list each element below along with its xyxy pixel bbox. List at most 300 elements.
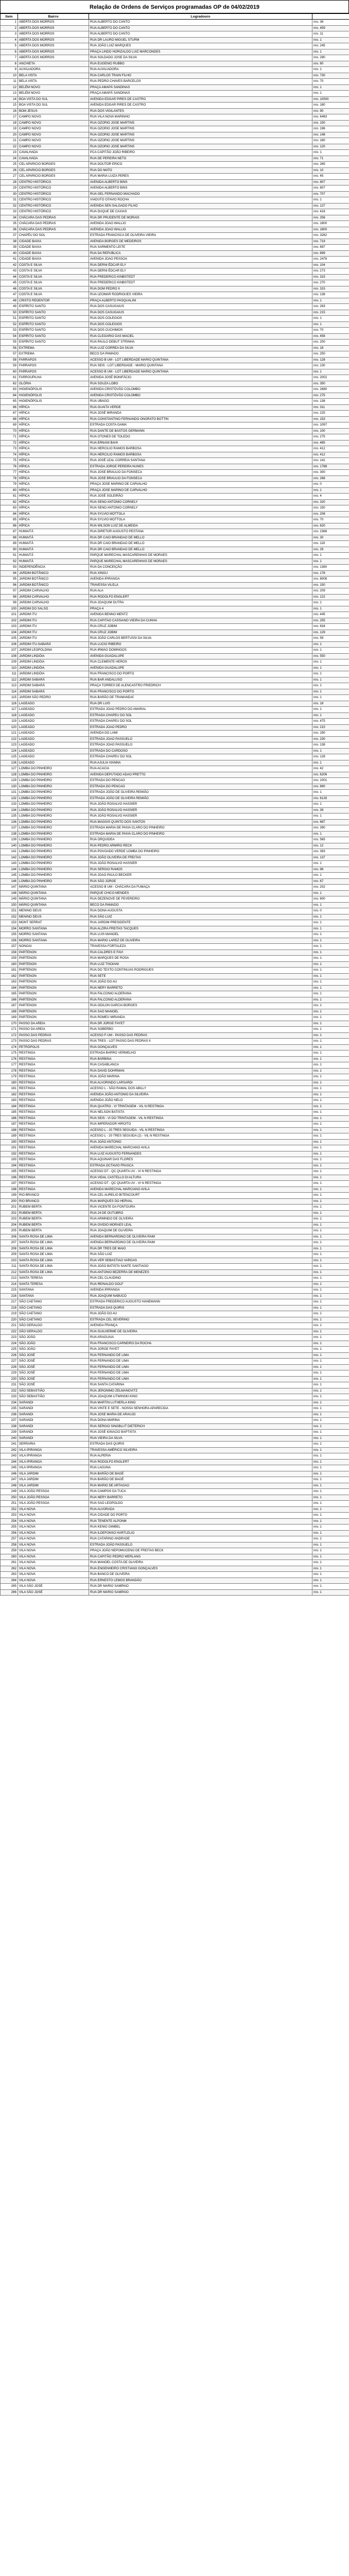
numero-cell: nro. 1 xyxy=(312,1115,349,1122)
numero-cell: nro. 697 xyxy=(312,245,349,251)
bairro-cell: VILA NOVA xyxy=(18,1513,89,1519)
numero-cell: nro. 1 xyxy=(312,902,349,908)
numero-cell: nro. 70 xyxy=(312,328,349,334)
numero-cell: nro. 196 xyxy=(312,126,349,132)
item-cell: 66 xyxy=(1,404,18,411)
bairro-cell: COSTA E SILVA xyxy=(18,280,89,286)
bairro-cell: HÍPICA xyxy=(18,404,89,411)
logradouro-cell: ESTRADA BARRO VERMELHO xyxy=(89,1050,312,1057)
item-cell: 160 xyxy=(1,961,18,968)
item-cell: 18 xyxy=(1,120,18,126)
logradouro-cell: PARQUE CHICO MENDES xyxy=(89,890,312,896)
bairro-cell: LOMBA DO PINHEIRO xyxy=(18,855,89,861)
item-cell: 197 xyxy=(1,1181,18,1187)
item-cell: 76 xyxy=(1,464,18,470)
item-cell: 51 xyxy=(1,316,18,322)
table-row xyxy=(1,914,349,920)
table-row xyxy=(1,778,349,784)
table-row xyxy=(1,1015,349,1021)
table-row xyxy=(1,653,349,659)
bairro-cell: RESTINGA xyxy=(18,1175,89,1181)
bairro-cell: ESPÍRITO SANTO xyxy=(18,340,89,346)
bairro-cell: LOMBA DO PINHEIRO xyxy=(18,861,89,867)
numero-cell: nro. 412 xyxy=(312,452,349,458)
item-cell: 217 xyxy=(1,1299,18,1306)
item-cell: 191 xyxy=(1,1145,18,1151)
bairro-cell: VILA NOVA xyxy=(18,1566,89,1572)
bairro-cell: JARDIM SÃO PEDRO xyxy=(18,695,89,701)
table-row xyxy=(1,1382,349,1388)
logradouro-cell: RUA DE PEREIRA NETO xyxy=(89,156,312,162)
logradouro-cell: RUA SANTA CATARINA xyxy=(89,1382,312,1388)
table-row xyxy=(1,505,349,512)
logradouro-cell: RUA DOS CASUGAIUS xyxy=(89,310,312,316)
table-row xyxy=(1,209,349,215)
logradouro-cell: RUA BANCO DE OLIVEIRA xyxy=(89,1572,312,1578)
bairro-cell: LAGEADO xyxy=(18,713,89,719)
table-row xyxy=(1,1524,349,1531)
table-row xyxy=(1,1530,349,1536)
logradouro-cell: AVENIDA BERNARDINO DE OLIVEIRA PAIM xyxy=(89,1234,312,1240)
item-cell: 247 xyxy=(1,1477,18,1483)
table-row xyxy=(1,446,349,452)
table-row xyxy=(1,310,349,316)
numero-cell: nro. 1 xyxy=(312,1163,349,1169)
numero-cell: nro. 1 xyxy=(312,1495,349,1501)
item-cell: 39 xyxy=(1,245,18,251)
bairro-cell: LAGEADO xyxy=(18,731,89,737)
item-cell: 27 xyxy=(1,174,18,180)
table-row xyxy=(1,1400,349,1406)
table-row xyxy=(1,150,349,156)
item-cell: 211 xyxy=(1,1264,18,1270)
logradouro-cell: RUA ODILON GARCIA BORGES xyxy=(89,1003,312,1009)
table-row xyxy=(1,1317,349,1323)
bairro-cell: BOM JESUS xyxy=(18,108,89,114)
logradouro-cell: RUA KENIO GIMBEL xyxy=(89,1524,312,1531)
logradouro-cell: AVENIDA JOAO PESSOA xyxy=(89,257,312,263)
item-cell: 196 xyxy=(1,1175,18,1181)
bairro-cell: RESTINGA xyxy=(18,1169,89,1175)
item-cell: 102 xyxy=(1,618,18,624)
logradouro-cell: RUA JOÃO DO AU xyxy=(89,1311,312,1317)
logradouro-cell: RUA DR CAIO BRANDAO DE MELLO xyxy=(89,547,312,553)
bairro-cell: SÃO JOÃO xyxy=(18,1341,89,1347)
table-row xyxy=(1,1311,349,1317)
numero-cell: nro. 290 xyxy=(312,55,349,61)
logradouro-cell: RUA DR CAIO BRANDAO DE MELLO xyxy=(89,535,312,541)
item-cell: 99 xyxy=(1,600,18,606)
logradouro-cell: AVENIDA JOÃO NELO xyxy=(89,1098,312,1104)
table-header-row xyxy=(1,14,349,20)
logradouro-cell: RUA CAMPOS DA TUCA xyxy=(89,1489,312,1495)
item-cell: 29 xyxy=(1,185,18,192)
item-cell: 186 xyxy=(1,1115,18,1122)
bairro-cell: MORRO SANTANA xyxy=(18,938,89,944)
bairro-cell: RUBEM BERTA xyxy=(18,1228,89,1234)
bairro-cell: PARTENON xyxy=(18,1009,89,1015)
table-row xyxy=(1,890,349,896)
logradouro-cell: RUA SAO MANOEL xyxy=(89,1009,312,1015)
table-row xyxy=(1,1578,349,1584)
logradouro-cell: RUA HERCILIO RAMOS BARBOSA xyxy=(89,446,312,452)
logradouro-cell: RUA AUXILIADORA xyxy=(89,67,312,73)
logradouro-cell: PARQUE MARECHAL MASCARENHAS DE MORAES xyxy=(89,558,312,565)
bairro-cell: CHÁCARA DAS PEDRAS xyxy=(18,215,89,221)
item-cell: 133 xyxy=(1,802,18,808)
numero-cell: nro. 1 xyxy=(312,197,349,204)
item-cell: 37 xyxy=(1,233,18,239)
numero-cell: nro. 393 xyxy=(312,849,349,855)
item-cell: 130 xyxy=(1,784,18,790)
numero-cell: nro. 1 xyxy=(312,1293,349,1299)
item-cell: 53 xyxy=(1,328,18,334)
item-cell: 83 xyxy=(1,505,18,512)
table-row xyxy=(1,375,349,381)
logradouro-cell: RUA LUIZ TISOIANI xyxy=(89,961,312,968)
table-row xyxy=(1,991,349,997)
item-cell: 208 xyxy=(1,1246,18,1252)
item-cell: 36 xyxy=(1,227,18,233)
table-row xyxy=(1,434,349,440)
table-row xyxy=(1,67,349,73)
table-row xyxy=(1,351,349,358)
item-cell: 216 xyxy=(1,1293,18,1299)
item-cell: 190 xyxy=(1,1139,18,1145)
logradouro-cell: ACESSO L - SÃO RAMAL DOS ABILLY xyxy=(89,1086,312,1092)
table-row xyxy=(1,464,349,470)
item-cell: 24 xyxy=(1,156,18,162)
logradouro-cell: RUA JOÃO CARLOS BERTUSSI DA SILVA xyxy=(89,636,312,642)
logradouro-cell: RUA DEZENOVE DE FEVEREIRO xyxy=(89,896,312,903)
numero-cell: nro. 1 xyxy=(312,683,349,689)
bairro-cell: CENTRO HISTÓRICO xyxy=(18,203,89,209)
table-row xyxy=(1,108,349,114)
item-cell: 157 xyxy=(1,944,18,950)
item-cell: 139 xyxy=(1,837,18,843)
logradouro-cell: RUA ORQUIDEA xyxy=(89,837,312,843)
table-row xyxy=(1,1465,349,1471)
numero-cell: nro. 445 xyxy=(312,612,349,618)
logradouro-cell: RUA PAULO DEBUT STRINHA xyxy=(89,340,312,346)
logradouro-cell: RUA JOÃO ROSALVO HASSIER xyxy=(89,861,312,867)
logradouro-cell: RUA UBAGO xyxy=(89,399,312,405)
logradouro-cell: RUA HERCILIO RAMOS BARBOSA xyxy=(89,452,312,458)
table-row xyxy=(1,677,349,683)
logradouro-cell: RUA CRUZ JOBIM xyxy=(89,630,312,636)
logradouro-cell: ESTRADA DO CARDOSO xyxy=(89,748,312,754)
bairro-cell: RESTINGA xyxy=(18,1110,89,1116)
bairro-cell: SÃO JOÃO xyxy=(18,1335,89,1341)
bairro-cell: SÃO CAETANO xyxy=(18,1311,89,1317)
bairro-cell: SARANDI xyxy=(18,1406,89,1412)
table-row xyxy=(1,1080,349,1086)
numero-cell: nro. 1 xyxy=(312,67,349,73)
logradouro-cell: RUA CRUZ JOBIM xyxy=(89,624,312,630)
bairro-cell: HÍPICA xyxy=(18,476,89,482)
item-cell: 68 xyxy=(1,416,18,422)
logradouro-cell: ACESSO B UM - LOT LIBERDADE MARIO QUINTANA xyxy=(89,369,312,375)
bairro-cell: RESTINGA xyxy=(18,1062,89,1069)
bairro-cell: SÃO CAETANO xyxy=(18,1299,89,1306)
table-row xyxy=(1,215,349,221)
bairro-cell: HUMAITÁ xyxy=(18,553,89,559)
table-row xyxy=(1,1412,349,1418)
logradouro-cell: ESTRADA DO PENCAO xyxy=(89,778,312,784)
logradouro-cell: RUA DR MARIO SAMPAIO xyxy=(89,1584,312,1590)
bairro-cell: LAGEADO xyxy=(18,701,89,707)
logradouro-cell: PRAÇA AMAPÁ SANDINAS xyxy=(89,84,312,91)
bairro-cell: PARTENON xyxy=(18,1003,89,1009)
bairro-cell: PASSO DAS PEDRAS xyxy=(18,1039,89,1045)
logradouro-cell: PRAÇA TORRES DE ALENCASTRO FRIEDRICH xyxy=(89,683,312,689)
table-row xyxy=(1,659,349,666)
table-row xyxy=(1,565,349,571)
logradouro-cell: RUA BARÃO DE BAGÉ xyxy=(89,1477,312,1483)
numero-cell: nro. 1 xyxy=(312,932,349,938)
item-cell: 207 xyxy=(1,1240,18,1246)
logradouro-cell: AVENIDA EDGAR PIRES DE CASTRO xyxy=(89,103,312,109)
item-cell: 41 xyxy=(1,257,18,263)
logradouro-cell: ESTRADA JOAO PASSUELO xyxy=(89,736,312,742)
logradouro-cell: RUA DOS COLEGIOS xyxy=(89,321,312,328)
table-row xyxy=(1,1110,349,1116)
logradouro-cell: ESTRADA DAS QUIRIS xyxy=(89,1305,312,1311)
item-cell: 232 xyxy=(1,1388,18,1394)
numero-cell: nro. 122 xyxy=(312,594,349,600)
bairro-cell: MÁRIO QUINTANA xyxy=(18,896,89,903)
table-row xyxy=(1,1163,349,1169)
item-cell: 165 xyxy=(1,991,18,997)
numero-cell: nro. 10 xyxy=(312,167,349,174)
numero-cell: nro. 1 xyxy=(312,689,349,695)
logradouro-cell: RUA PEDRO CHAVES BARCELOS xyxy=(89,79,312,85)
numero-cell: nro. 550 xyxy=(312,653,349,659)
bairro-cell: JARDIM LEOPOLDINA xyxy=(18,648,89,654)
item-cell: 59 xyxy=(1,363,18,369)
item-cell: 44 xyxy=(1,274,18,280)
numero-cell: nro. 1 xyxy=(312,1471,349,1477)
item-cell: 159 xyxy=(1,956,18,962)
item-cell: 129 xyxy=(1,778,18,784)
bairro-cell: HÍPICA xyxy=(18,505,89,512)
logradouro-cell: RUA JOAQUIM LITWINSKI KING xyxy=(89,1394,312,1400)
numero-cell: nro. 273 xyxy=(312,268,349,275)
numero-cell: nro. 11 xyxy=(312,31,349,38)
table-row xyxy=(1,1181,349,1187)
item-cell: 244 xyxy=(1,1459,18,1465)
logradouro-cell: AVENIDA ALBERTO BINS xyxy=(89,179,312,185)
item-cell: 266 xyxy=(1,1589,18,1596)
bairro-cell: HÍPICA xyxy=(18,422,89,429)
header-bairro: Bairro xyxy=(18,14,89,20)
table-row xyxy=(1,404,349,411)
numero-cell: nro. 120 xyxy=(312,144,349,150)
logradouro-cell: PARQUE MARECHAL MASCARENHAS DE MORAES xyxy=(89,553,312,559)
numero-cell: nro. 1 xyxy=(312,914,349,920)
numero-cell: nro. 137 xyxy=(312,855,349,861)
logradouro-cell: RUA SÃO JORGE xyxy=(89,878,312,885)
numero-cell: nro. 130 xyxy=(312,363,349,369)
item-cell: 225 xyxy=(1,1347,18,1353)
logradouro-cell: RUA JOÃO ROSALVO HASSIER xyxy=(89,802,312,808)
table-body xyxy=(1,20,349,1596)
item-cell: 105 xyxy=(1,636,18,642)
numero-cell: nro. 1 xyxy=(312,321,349,328)
item-cell: 74 xyxy=(1,452,18,458)
bairro-cell: HÍPICA xyxy=(18,458,89,464)
item-cell: 73 xyxy=(1,446,18,452)
numero-cell: nro. 1 xyxy=(312,1352,349,1359)
numero-cell: nro. 1 xyxy=(312,1092,349,1098)
bairro-cell: GLÓRIA xyxy=(18,381,89,387)
bairro-cell: VILA NOVA xyxy=(18,1560,89,1566)
logradouro-cell: AVENIDA SEN SALGADO FILHO xyxy=(89,203,312,209)
bairro-cell: LAGEADO xyxy=(18,736,89,742)
table-row xyxy=(1,701,349,707)
logradouro-cell: RUA JOSÉ MIRANDA xyxy=(89,411,312,417)
table-row xyxy=(1,333,349,340)
table-row xyxy=(1,878,349,885)
table-row xyxy=(1,91,349,97)
bairro-cell: SARANDI xyxy=(18,1435,89,1442)
logradouro-cell: RUA ENGENHEIRO CRISTIANO GONÇALVES xyxy=(89,1566,312,1572)
numero-cell: nro. 600 xyxy=(312,896,349,903)
item-cell: 28 xyxy=(1,179,18,185)
item-cell: 122 xyxy=(1,736,18,742)
bairro-cell: RESTINGA xyxy=(18,1181,89,1187)
logradouro-cell: RUA ARAGUAIA xyxy=(89,1335,312,1341)
table-row xyxy=(1,754,349,760)
numero-cell: nro. 1 xyxy=(312,1258,349,1264)
table-row xyxy=(1,570,349,577)
numero-cell: nro. 1 xyxy=(312,1418,349,1424)
item-cell: 204 xyxy=(1,1222,18,1228)
logradouro-cell: PRAÇA ALBERTO PASQUALINI xyxy=(89,298,312,304)
bairro-cell: SÃO JOSÉ xyxy=(18,1370,89,1377)
logradouro-cell: AVENIDA CRISTÓVÃO COLOMBO xyxy=(89,393,312,399)
table-row xyxy=(1,795,349,802)
bairro-cell: VILA IPIRANGA xyxy=(18,1465,89,1471)
numero-cell: nro. 1 xyxy=(312,1193,349,1199)
logradouro-cell: RUA SÃO LUIZ xyxy=(89,914,312,920)
logradouro-cell: RUA DIRETOR AUGUSTO PESTANA xyxy=(89,529,312,535)
numero-cell: nro. 1 xyxy=(312,1080,349,1086)
item-cell: 248 xyxy=(1,1483,18,1489)
table-row xyxy=(1,1252,349,1258)
bairro-cell: LOMBA DO PINHEIRO xyxy=(18,802,89,808)
bairro-cell: LAGEADO xyxy=(18,719,89,725)
item-cell: 32 xyxy=(1,203,18,209)
item-cell: 142 xyxy=(1,855,18,861)
numero-cell: nro. 150 xyxy=(312,505,349,512)
item-cell: 21 xyxy=(1,138,18,144)
numero-cell: nro. 1 xyxy=(312,1560,349,1566)
logradouro-cell: RUA JOSÉ SOLEIRÃO xyxy=(89,494,312,500)
bairro-cell: VILA SÃO JOSÉ xyxy=(18,1584,89,1590)
table-row xyxy=(1,268,349,275)
table-row xyxy=(1,1228,349,1234)
numero-cell: nro. 1 xyxy=(312,790,349,796)
logradouro-cell: RUA MARQUES DO HERVAL xyxy=(89,1198,312,1205)
numero-cell: nro. 6483 xyxy=(312,114,349,121)
bairro-cell: LOMBA DO PINHEIRO xyxy=(18,819,89,825)
logradouro-cell: RUA FERNANDO DE LIMA xyxy=(89,1376,312,1382)
item-cell: 194 xyxy=(1,1163,18,1169)
bairro-cell: RESTINGA xyxy=(18,1068,89,1074)
table-row xyxy=(1,20,349,26)
item-cell: 183 xyxy=(1,1098,18,1104)
table-row xyxy=(1,671,349,677)
bairro-cell: CIDADE BAIXA xyxy=(18,250,89,257)
item-cell: 169 xyxy=(1,1015,18,1021)
numero-cell: nro. 807 xyxy=(312,185,349,192)
numero-cell: nro. 1 xyxy=(312,1376,349,1382)
item-cell: 261 xyxy=(1,1560,18,1566)
logradouro-cell: ESTRADA JOÃO DE OLIVEIRA REMIÃO xyxy=(89,790,312,796)
logradouro-cell: AVENIDA JOÃO ANTONIO DA SILVEIRA xyxy=(89,1092,312,1098)
numero-cell: nro. 1 xyxy=(312,1104,349,1110)
numero-cell: nro. 4 xyxy=(312,494,349,500)
numero-cell: nro. 620 xyxy=(312,523,349,529)
table-row xyxy=(1,618,349,624)
numero-cell: nro. 2368 xyxy=(312,529,349,535)
logradouro-cell: PCA CAPITÃO JOÃO RIBEIRO xyxy=(89,150,312,156)
numero-cell: nro. 180 xyxy=(312,103,349,109)
numero-cell: nro. 1 xyxy=(312,1435,349,1442)
logradouro-cell: PRAÇA JOÃO NEPOMUCENO DE FREITAS BECK xyxy=(89,1548,312,1554)
bairro-cell: SÃO CAETANO xyxy=(18,1317,89,1323)
numero-cell: nro. 36 xyxy=(312,20,349,26)
bairro-cell: SÃO JOSÉ xyxy=(18,1359,89,1365)
table-row xyxy=(1,1246,349,1252)
table-row xyxy=(1,399,349,405)
bairro-cell: LOMBA DO PINHEIRO xyxy=(18,795,89,802)
table-row xyxy=(1,600,349,606)
numero-cell: nro. 1788 xyxy=(312,464,349,470)
logradouro-cell: RUA VIEIRA DA SILVA xyxy=(89,1435,312,1442)
table-row xyxy=(1,1032,349,1039)
logradouro-cell: RUA JOSE BRAULIO DA FONSECA xyxy=(89,470,312,476)
table-row xyxy=(1,61,349,67)
numero-cell: nro. 475 xyxy=(312,719,349,725)
numero-cell: nro. 3262 xyxy=(312,233,349,239)
logradouro-cell: RUA ALBERTO DO CANTO xyxy=(89,31,312,38)
logradouro-cell: RUA LUIZ CORREA DA SILVA xyxy=(89,345,312,351)
item-cell: 78 xyxy=(1,476,18,482)
numero-cell: nro. 1 xyxy=(312,1347,349,1353)
logradouro-cell: RUA RODOLFO ENGLERT xyxy=(89,1459,312,1465)
numero-cell: nro. 1 xyxy=(312,707,349,713)
bairro-cell: SÃO JOÃO xyxy=(18,1347,89,1353)
table-row xyxy=(1,79,349,85)
table-row xyxy=(1,411,349,417)
logradouro-cell: RUA OZORIO JOSE MARTINS xyxy=(89,120,312,126)
table-row xyxy=(1,1341,349,1347)
numero-cell: nro. 59 xyxy=(312,636,349,642)
logradouro-cell: AVENIDA EDGAR PIRES DE CASTRO xyxy=(89,96,312,103)
bairro-cell: BELÉM NOVO xyxy=(18,84,89,91)
bairro-cell: VILA IPIRANGA xyxy=(18,1453,89,1460)
logradouro-cell: RUA SARMENTO LEITE xyxy=(89,245,312,251)
bairro-cell: CENTRO HISTÓRICO xyxy=(18,179,89,185)
item-cell: 67 xyxy=(1,411,18,417)
bairro-cell: JARDIM SABARÁ xyxy=(18,683,89,689)
logradouro-cell: RUA DONA MARINA xyxy=(89,1418,312,1424)
table-row xyxy=(1,49,349,55)
bairro-cell: VILA NOVA xyxy=(18,1548,89,1554)
table-row xyxy=(1,606,349,612)
